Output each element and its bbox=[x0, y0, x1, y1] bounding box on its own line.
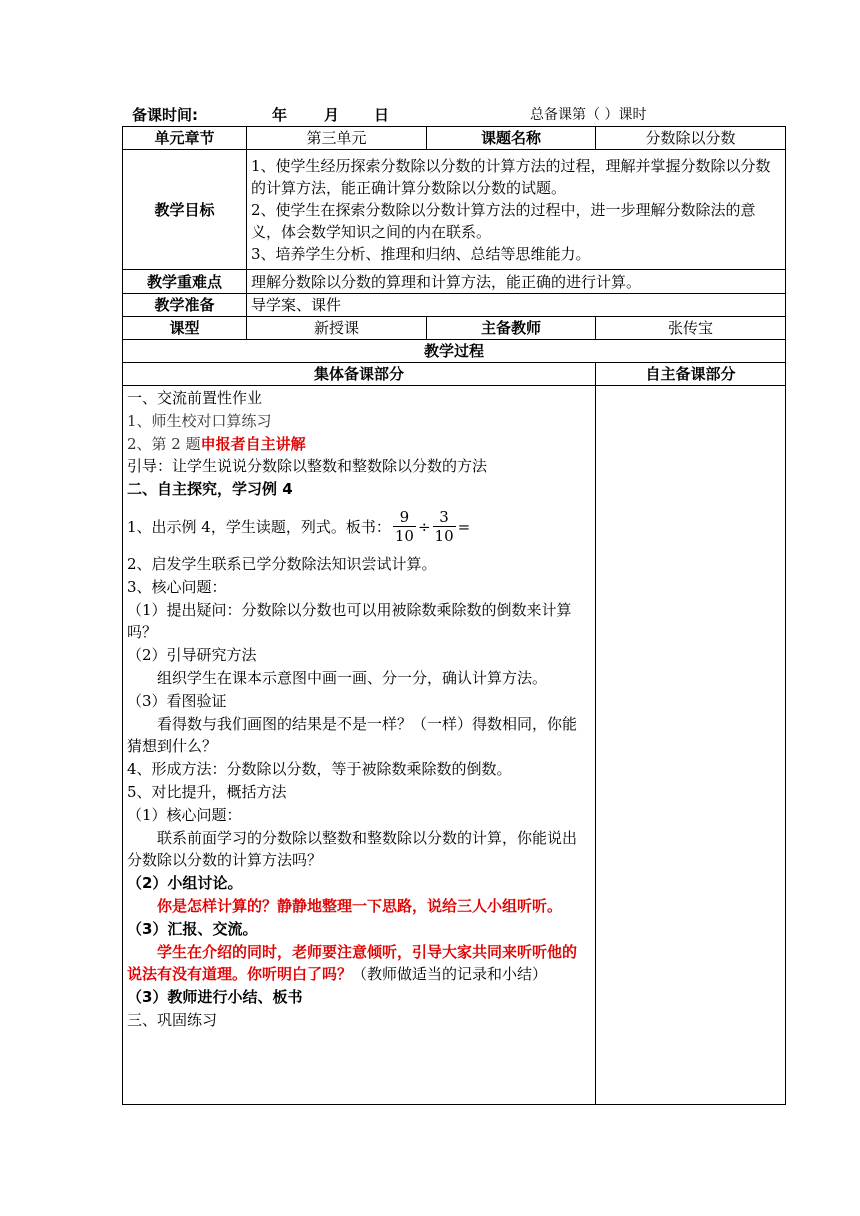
step-text: （2）引导研究方法 bbox=[127, 646, 257, 665]
highlight-text: 你是怎样计算的？静静地整理一下思路，说给三人小组听听。 bbox=[157, 896, 563, 915]
step-text: （3）看图验证 bbox=[127, 691, 227, 710]
section-title: 一、交流前置性作业 bbox=[127, 389, 263, 407]
step-text: （3）汇报、交流。 bbox=[127, 919, 258, 938]
process-title: 教学过程 bbox=[123, 340, 786, 363]
process-title-row bbox=[123, 340, 786, 363]
step-text: 联系前面学习的分数除以整数和整数除以分数的计算，你能说出分数除以分数的计算方法吗？ bbox=[127, 828, 578, 870]
year-label: 年 bbox=[272, 106, 288, 124]
step-text: 2、启发学生联系已学分数除法知识尝试计算。 bbox=[127, 554, 437, 573]
lesson-plan-table bbox=[122, 126, 786, 1105]
prep-row bbox=[123, 294, 786, 317]
step-text: 1、出示例 4，学生读题，列式。板书： bbox=[127, 517, 391, 536]
self-header: 自主备课部分 bbox=[596, 363, 786, 386]
type-value: 新授课 bbox=[247, 317, 427, 340]
objectives-label: 教学目标 bbox=[123, 150, 247, 270]
objectives-row bbox=[123, 150, 786, 270]
prep-label: 教学准备 bbox=[123, 294, 247, 317]
collective-header: 集体备课部分 bbox=[123, 363, 596, 386]
step-text: 2、第 2 题申报者自主讲解 bbox=[127, 434, 306, 453]
type-row bbox=[123, 317, 786, 340]
key-points-label: 教学重难点 bbox=[123, 270, 247, 294]
step-text: 4、形成方法：分数除以分数，等于被除数乘除数的倒数。 bbox=[127, 760, 512, 779]
step-text: 学生在介绍的同时，老师要注意倾听，引导大家共同来听听他的说法有没有道理。你听明白了吗？（教师做适当的记录和小结） bbox=[127, 942, 578, 984]
unit-label: 单元章节 bbox=[123, 127, 247, 150]
unit-value: 第三单元 bbox=[247, 127, 427, 150]
unit-row bbox=[123, 127, 786, 150]
step-text: （2）小组讨论。 bbox=[127, 874, 243, 893]
teacher-value: 张传宝 bbox=[596, 317, 786, 340]
step-text: 5、对比提升，概括方法 bbox=[127, 782, 287, 801]
prep-time-label: 备课时间: bbox=[132, 106, 198, 124]
self-content bbox=[596, 386, 786, 1105]
highlight-text: 申报者自主讲解 bbox=[200, 434, 306, 453]
day-label: 日 bbox=[374, 106, 390, 124]
teacher-label: 主备教师 bbox=[427, 317, 596, 340]
formula-line bbox=[127, 501, 591, 553]
key-points-row bbox=[123, 270, 786, 294]
step-text: （1）提出疑问：分数除以分数也可以用被除数乘除数的倒数来计算吗？ bbox=[127, 600, 572, 642]
topic-label: 课题名称 bbox=[427, 127, 596, 150]
step-text: （1）核心问题： bbox=[127, 805, 242, 824]
fraction-nine-tenths: $\frac{9}{10}$ bbox=[394, 508, 414, 546]
objective-item: 3、培养学生分析、推理和归纳、总结等思维能力。 bbox=[251, 244, 591, 263]
step-text: 看得数与我们画图的结果是不是一样？（一样）得数相同，你能猜想到什么？ bbox=[127, 714, 578, 756]
lesson-header bbox=[128, 104, 788, 126]
step-text: 1、师生校对口算练习 bbox=[127, 411, 272, 430]
step-text: 引导：让学生说说分数除以整数和整数除以分数的方法 bbox=[127, 457, 488, 476]
objectives-content bbox=[247, 150, 786, 270]
step-text: （3）教师进行小结、板书 bbox=[127, 988, 303, 1007]
fraction-three-tenths: $\frac{3}{10}$ bbox=[434, 508, 454, 546]
section-title: 二、自主探究，学习例 4 bbox=[127, 480, 293, 499]
division-sign: ÷ bbox=[417, 517, 431, 536]
objective-item: 1、使学生经历探索分数除以分数的计算方法的过程，理解并掌握分数除以分数的计算方法，能正确计算分数除以分数的试题。 bbox=[251, 156, 771, 197]
topic-value: 分数除以分数 bbox=[596, 127, 786, 150]
collective-content bbox=[123, 386, 596, 1105]
type-label: 课型 bbox=[123, 317, 247, 340]
process-content-row bbox=[123, 386, 786, 1105]
prep-value: 导学案、课件 bbox=[247, 294, 786, 317]
objective-item: 2、使学生在探索分数除以分数计算方法的过程中，进一步理解分数除法的意义，体会数学知识之间的内在联系。 bbox=[251, 200, 756, 241]
step-text: 3、核心问题： bbox=[127, 577, 227, 596]
equals-sign: = bbox=[457, 517, 471, 536]
key-points-value: 理解分数除以分数的算理和计算方法，能正确的进行计算。 bbox=[247, 270, 786, 294]
section-title: 三、巩固练习 bbox=[127, 1010, 218, 1029]
process-header-row bbox=[123, 363, 786, 386]
step-text: 组织学生在课本示意图中画一画、分一分，确认计算方法。 bbox=[157, 668, 548, 687]
highlight-text: 学生在介绍的同时，老师要注意倾听，引导大家共同来听听他的说法有没有道理。你听明白了吗？ bbox=[127, 942, 578, 984]
month-label: 月 bbox=[324, 106, 340, 124]
total-lesson-label: 总备课第（ ）课时 bbox=[530, 107, 647, 123]
